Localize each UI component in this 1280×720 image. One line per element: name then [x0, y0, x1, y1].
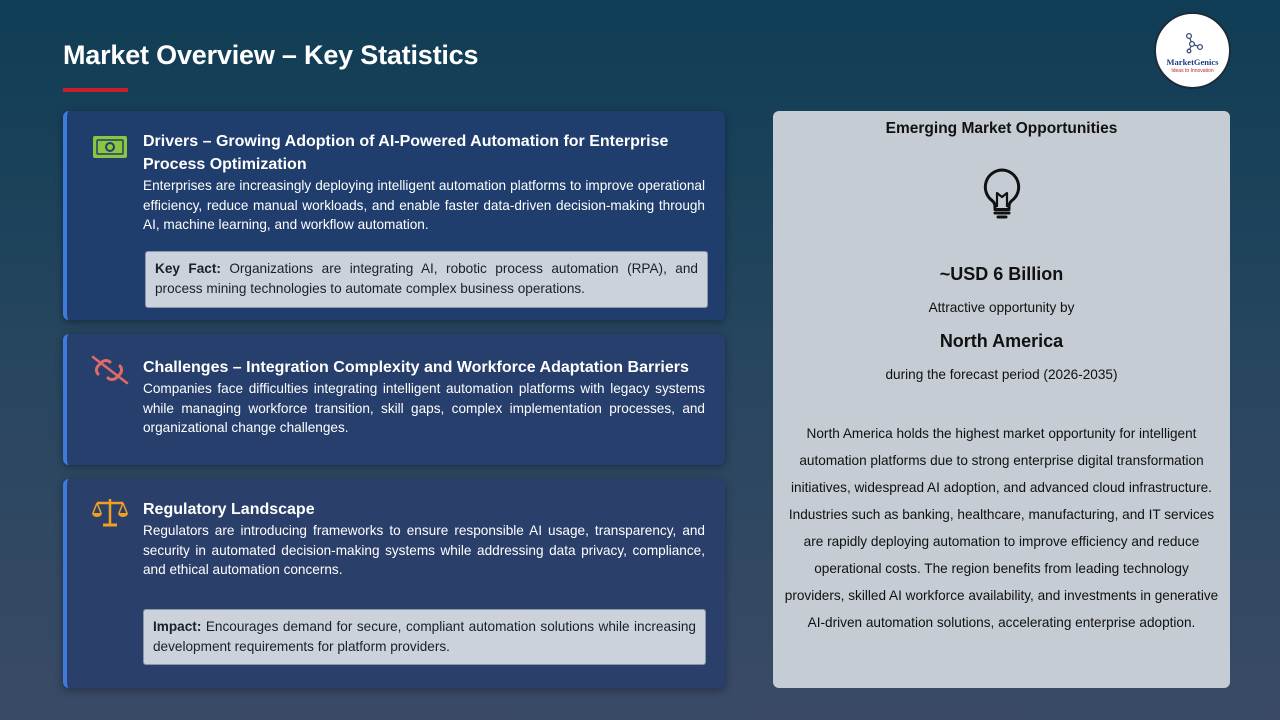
challenges-text: Companies face difficulties integrating intelligent automation platforms with legacy systems while managing workforce transition, skill gaps, complex implementation processes, and organizational change challenges.: [143, 381, 705, 435]
opportunity-region: North America: [939, 331, 1064, 351]
opportunities-title: Emerging Market Opportunities: [885, 120, 1118, 137]
opportunity-subtitle: Attractive opportunity by: [928, 300, 1075, 315]
page-title: Market Overview – Key Statistics: [63, 40, 479, 70]
regulatory-card: [63, 479, 725, 688]
impact-box: [143, 609, 706, 665]
logo-tagline: Ideas to Innovation: [1171, 68, 1214, 74]
opportunities-panel: [773, 111, 1230, 688]
drivers-text: Enterprises are increasingly deploying intelligent automation platforms to improve operational efficiency, reduce manual workloads, and enable faster data-driven decision-making through AI, machine learning, and workflow automation.: [143, 178, 705, 232]
opportunity-description: North America holds the highest market opportunity for intelligent automation platforms due to strong enterprise digital transformation initiatives, widespread AI adoption, and advanced cloud infrastructure. Industries such as banking, healthcare, manufacturing, and IT services are rapidly deploying automation to improve efficiency and reduce operational costs. The region benefits from leading technology providers, skilled AI workforce availability, and investments in generative AI-driven automation solutions, accelerating enterprise adoption.: [784, 426, 1219, 630]
key-fact-text: Organizations are integrating AI, robotic process automation (RPA), and process mining technologies to automate complex business operations.: [155, 261, 698, 296]
challenges-card: [63, 334, 725, 465]
drivers-card: [63, 111, 725, 320]
opportunity-amount: ~USD 6 Billion: [939, 264, 1064, 284]
challenges-heading: Challenges – Integration Complexity and Workforce Adaptation Barriers: [143, 359, 689, 376]
money-bill-icon: [90, 131, 130, 163]
lightbulb-icon: [980, 167, 1024, 219]
title-underline: [63, 88, 128, 92]
network-nodes-icon: [1181, 31, 1205, 55]
regulatory-text: Regulators are introducing frameworks to ensure responsible AI usage, transparency, and security in automated decision-making systems while addressing data privacy, compliance, and ethical automation concerns.: [143, 523, 705, 577]
broken-link-icon: [90, 354, 130, 386]
drivers-heading: Drivers – Growing Adoption of AI-Powered Automation for Enterprise Process Optimization: [143, 133, 669, 173]
impact-label: Impact:: [153, 619, 202, 634]
impact-text: Encourages demand for secure, compliant automation solutions while increasing development requirements for platform providers.: [153, 619, 696, 654]
company-logo: [1154, 12, 1231, 89]
logo-name: MarketGenics: [1166, 57, 1219, 67]
key-fact-label: Key Fact:: [155, 261, 221, 276]
regulatory-heading: Regulatory Landscape: [143, 501, 315, 518]
scales-icon: [90, 496, 130, 528]
forecast-period: during the forecast period (2026-2035): [885, 367, 1118, 382]
key-fact-box: [145, 251, 708, 308]
